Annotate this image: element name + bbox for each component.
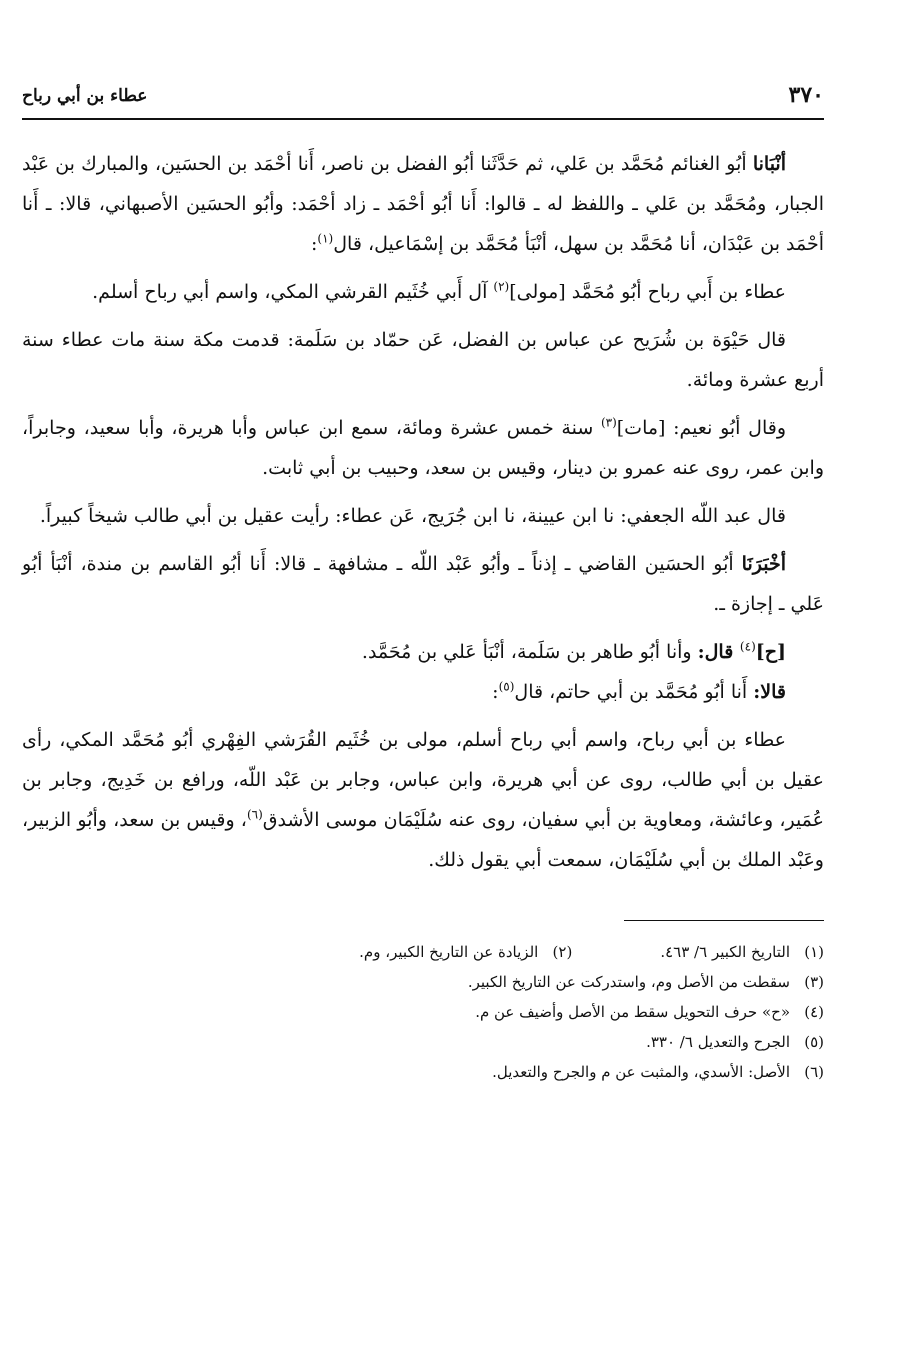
paragraph — [22, 672, 824, 712]
footnote-separator — [624, 920, 824, 921]
paragraph-tail: ، وقيس بن سعد، وأبُو الزبير، وعَبْد الملك بن أبي سُلَيْمَان، سمعت أبي يقول ذلك. — [22, 809, 824, 871]
paragraph-text: وقال أبُو نعيم: [مات] — [616, 417, 786, 439]
footnote-text: الزيادة عن التاريخ الكبير، وم. — [359, 943, 539, 961]
footnote — [359, 937, 572, 967]
paragraph — [22, 144, 824, 264]
footnote-ref: (١) — [317, 231, 334, 246]
footnote-number: (٤) — [804, 1003, 824, 1021]
lead-word: قالا: — [753, 681, 786, 703]
paragraph-tail: آل أَبي خُثَيم القرشي المكي، واسم أبي رباح أسلم. — [92, 281, 494, 303]
footnote-number: (٦) — [804, 1063, 824, 1081]
paragraph — [22, 632, 824, 672]
footnote-text: الجرح والتعديل ٦/ ٣٣٠. — [646, 1033, 790, 1051]
page-header — [22, 80, 824, 120]
footnote — [660, 937, 824, 967]
paragraph-text: أَنا أبُو مُحَمَّد بن أبي حاتم، قال — [514, 681, 754, 703]
paragraph — [22, 544, 824, 624]
page-number: ٣٧٠ — [788, 82, 824, 108]
footnote-number: (٥) — [804, 1033, 824, 1051]
paragraph-text: عطاء بن أَبي رباح أبُو مُحَمَّد [مولى] — [509, 281, 786, 303]
footnote-ref: (٤) — [739, 639, 756, 654]
footnote-ref: (٥) — [498, 679, 515, 694]
paragraph-tail: : — [492, 681, 499, 703]
footnotes — [22, 937, 824, 1087]
footnote-number: (٣) — [804, 973, 824, 991]
paragraph — [22, 496, 824, 536]
lead-word: قال: — [697, 641, 740, 663]
paragraph-text: أبُو الحسَين القاضي ـ إذناً ـ وأبُو عَبْد اللّه ـ مشافهة ـ قالا: أَنا أبُو القاسم بن مندة، أنْبَأ أبُو عَلي ـ إجازة ـ. — [22, 553, 824, 615]
footnote — [22, 967, 824, 997]
footnote-number: (٢) — [552, 943, 573, 961]
body-text — [22, 144, 824, 880]
paragraph-text: عطاء بن أبي رباح، واسم أبي رباح أسلم، مولى بن خُثَيم القُرَشي الفِهْري أبُو مُحَمَّد المكي، رأى عقيل بن أبي طالب، روى عن أبي هريرة، وابن عباس، وجابر بن عَبْد اللّه، ورافع بن خَدِيج، وجابر بن عُمَير، وعائشة، ومعاوية بن أبي سفيان، روى عنه سُلَيْمَان موسى الأشدق — [22, 729, 824, 831]
footnote-row — [22, 937, 824, 967]
paragraph-tail: : — [311, 233, 318, 255]
lead-word: أخْبَرَنَا — [741, 553, 786, 575]
paragraph — [22, 320, 824, 400]
footnote-text: التاريخ الكبير ٦/ ٤٦٣. — [660, 943, 790, 961]
footnote — [22, 997, 824, 1027]
footnote — [22, 1057, 824, 1087]
footnote-ref: (٢) — [493, 279, 510, 294]
footnote-text: «ح» حرف التحويل سقط من الأصل وأضيف عن م. — [475, 1003, 790, 1021]
paragraph — [22, 720, 824, 880]
footnote-text: سقطت من الأصل وم، واستدركت عن التاريخ الكبير. — [467, 973, 790, 991]
footnote-ref: (٦) — [246, 807, 263, 822]
paragraph — [22, 272, 824, 312]
paragraph-text: قال حَيْوَة بن شُرَيح عن عباس بن الفضل، عَن حمّاد بن سَلَمة: قدمت مكة سنة مات عطاء سنة أربع عشرة ومائة. — [22, 329, 824, 391]
footnote-text: الأصل: الأسدي، والمثبت عن م والجرح والتعديل. — [492, 1063, 790, 1081]
paragraph-text: أبُو الغنائم مُحَمَّد بن عَلي، ثم حَدَّثَنا أبُو الفضل بن ناصر، أَنا أحْمَد بن الحسَين، والمبارك بن عَبْد الجبار، ومُحَمَّد بن عَلي ـ واللفظ له ـ قالوا: أَنا أبُو أحْمَد ـ زاد أحْمَد: وأبُو الحسَين الأصبهاني، قالا: ـ أَنا أحْمَد بن عَبْدَان، أنا مُحَمَّد بن سهل، أنْبَأ مُحَمَّد بن إسْمَاعيل، قال — [22, 153, 824, 255]
lead-word: [ح] — [755, 641, 786, 663]
page — [22, 80, 824, 1087]
lead-word: أنْبَانا — [752, 153, 786, 175]
paragraph-text: قال عبد اللّه الجعفي: نا ابن عيينة، نا ابن جُرَيج، عَن عطاء: رأيت عقيل بن أبي طالب شيخاً كبيراً. — [39, 505, 786, 527]
paragraph-text: وأنا أبُو طاهر بن سَلَمة، أنْبَأ عَلي بن مُحَمَّد. — [361, 641, 698, 663]
paragraph — [22, 408, 824, 488]
footnote-ref: (٣) — [600, 415, 617, 430]
running-title: عطاء بن أبي رباح — [22, 86, 148, 106]
paragraph-tail: سنة خمس عشرة ومائة، سمع ابن عباس وأبا هريرة، وأبا سعيد، وجابراً، وابن عمر، روى عنه عمرو بن دينار، وقيس بن سعد، وحبيب بن أبي ثابت. — [22, 417, 824, 479]
footnote — [22, 1027, 824, 1057]
footnote-number: (١) — [804, 943, 824, 961]
